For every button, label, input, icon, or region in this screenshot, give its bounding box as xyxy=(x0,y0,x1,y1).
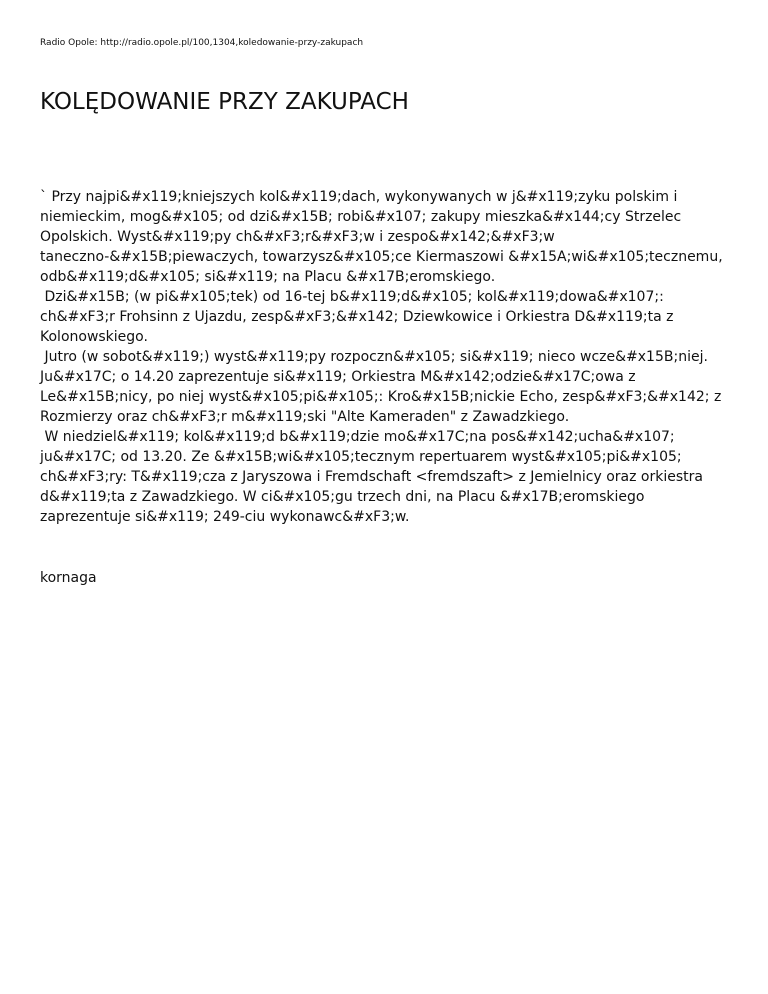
article-body xyxy=(40,187,730,527)
article-line: Jutro (w sobot&#x119;) wyst&#x119;py rozpoczn&#x105; si&#x119; nieco wcze&#x15B;niej. xyxy=(40,349,708,365)
page-title: KOLĘDOWANIE PRZY ZAKUPACH xyxy=(40,89,409,115)
article-line: Opolskich. Wyst&#x119;py ch&#xF3;r&#xF3;w i zespo&#x142;&#xF3;w xyxy=(40,229,555,245)
author-name: kornaga xyxy=(40,570,97,586)
article-line: ju&#x17C; od 13.20. Ze &#x15B;wi&#x105;tecznym repertuarem wyst&#x105;pi&#x105; xyxy=(40,449,682,465)
article-line: ch&#xF3;r Frohsinn z Ujazdu, zesp&#xF3;&#x142; Dziewkowice i Orkiestra D&#x119;ta z xyxy=(40,309,674,325)
article-line: Rozmierzy oraz ch&#xF3;r m&#x119;ski "Alte Kameraden" z Zawadzkiego. xyxy=(40,409,570,425)
article-line: zaprezentuje si&#x119; 249-ciu wykonawc&#xF3;w. xyxy=(40,509,410,525)
article-line: W niedziel&#x119; kol&#x119;d b&#x119;dzie mo&#x17C;na pos&#x142;ucha&#x107; xyxy=(40,429,675,445)
article-line: Le&#x15B;nicy, po niej wyst&#x105;pi&#x105;: Kro&#x15B;nickie Echo, zesp&#xF3;&#x142; z xyxy=(40,389,722,405)
article-line: niemieckim, mog&#x105; od dzi&#x15B; robi&#x107; zakupy mieszka&#x144;cy Strzelec xyxy=(40,209,682,225)
article-line: taneczno-&#x15B;piewaczych, towarzysz&#x105;ce Kiermaszowi &#x15A;wi&#x105;tecznemu, xyxy=(40,249,723,265)
source-url-line: Radio Opole: http://radio.opole.pl/100,1304,koledowanie-przy-zakupach xyxy=(40,38,364,48)
article-line: odb&#x119;d&#x105; si&#x119; na Placu &#x17B;eromskiego. xyxy=(40,269,496,285)
article-line: Dzi&#x15B; (w pi&#x105;tek) od 16-tej b&#x119;d&#x105; kol&#x119;dowa&#x107;: xyxy=(40,289,664,305)
article-line: d&#x119;ta z Zawadzkiego. W ci&#x105;gu trzech dni, na Placu &#x17B;eromskiego xyxy=(40,489,645,505)
article-line: ch&#xF3;ry: T&#x119;cza z Jaryszowa i Fremdschaft <fremdszaft> z Jemielnicy oraz orkiestra xyxy=(40,469,703,485)
article-line: ` Przy najpi&#x119;kniejszych kol&#x119;dach, wykonywanych w j&#x119;zyku polskim i xyxy=(40,189,678,205)
article-line: Ju&#x17C; o 14.20 zaprezentuje si&#x119; Orkiestra M&#x142;odzie&#x17C;owa z xyxy=(40,369,636,385)
article-line: Kolonowskiego. xyxy=(40,329,148,345)
